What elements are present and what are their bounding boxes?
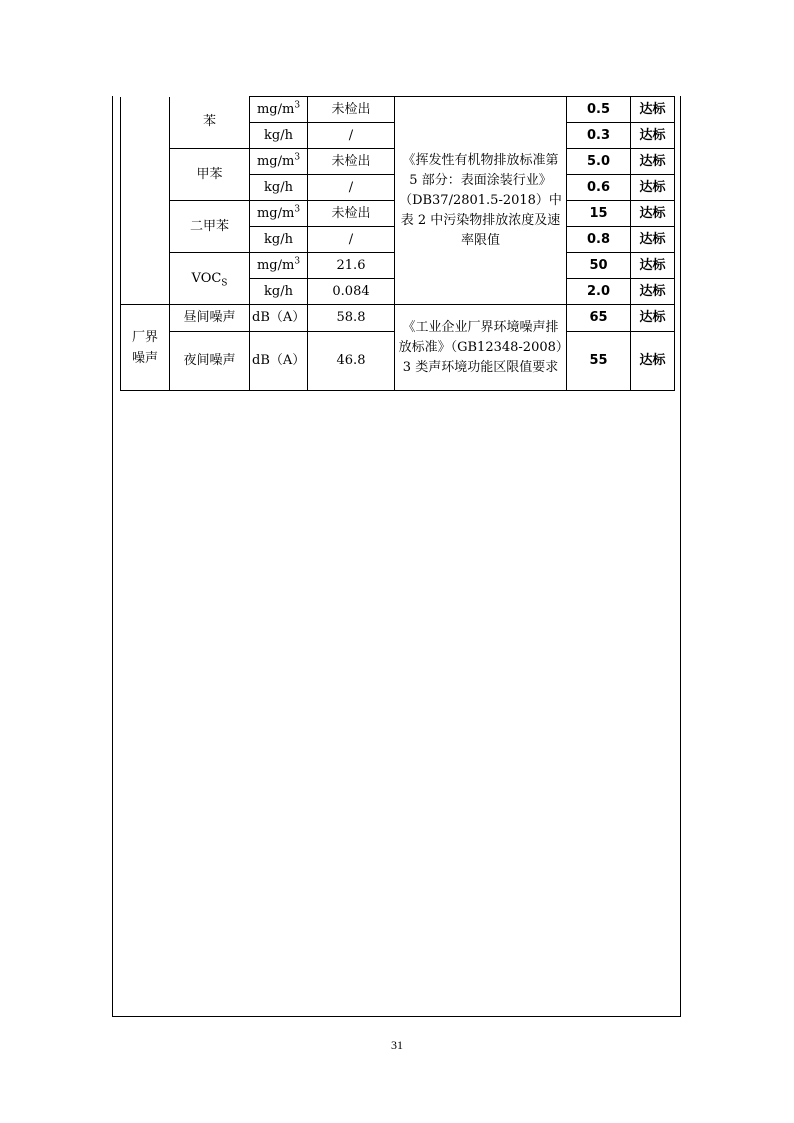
result-cell: 达标 [631,149,675,175]
limit-cell: 5.0 [567,149,631,175]
item-cell: 苯 [170,97,250,149]
limit-cell: 0.6 [567,175,631,201]
value-cell: 21.6 [308,253,395,279]
limit-cell: 50 [567,253,631,279]
result-cell: 达标 [631,123,675,149]
unit-cell: dB（A） [250,332,308,391]
result-cell: 达标 [631,175,675,201]
result-cell: 达标 [631,97,675,123]
unit-cell: dB（A） [250,305,308,332]
item-cell: 二甲苯 [170,201,250,253]
limit-cell: 2.0 [567,279,631,305]
table-row [121,305,675,332]
limit-cell: 65 [567,305,631,332]
value-cell: 0.084 [308,279,395,305]
value-cell: 未检出 [308,201,395,227]
standard-cell: 《工业企业厂界环境噪声排放标准》（GB12348-2008）3 类声环境功能区限值要求 [395,305,567,391]
value-cell: 46.8 [308,332,395,391]
result-cell: 达标 [631,332,675,391]
unit-cell: $mg/m^3$ [250,97,308,123]
unit-cell: $mg/m^3$ [250,201,308,227]
limit-cell: 0.5 [567,97,631,123]
item-cell: 甲苯 [170,149,250,201]
unit-cell: kg/h [250,227,308,253]
value-cell: 58.8 [308,305,395,332]
result-cell: 达标 [631,305,675,332]
limit-cell: 0.3 [567,123,631,149]
category-cell-noise: 厂界 噪声 [121,305,170,391]
value-cell: / [308,123,395,149]
unit-cell: kg/h [250,175,308,201]
value-cell: 未检出 [308,97,395,123]
unit-cell: $mg/m^3$ [250,253,308,279]
unit-cell: $mg/m^3$ [250,149,308,175]
table-row [121,97,675,123]
item-cell: $VOC_S$ [170,253,250,305]
limit-cell: 55 [567,332,631,391]
value-cell: 未检出 [308,149,395,175]
result-cell: 达标 [631,227,675,253]
limit-cell: 0.8 [567,227,631,253]
result-cell: 达标 [631,253,675,279]
item-cell: 昼间噪声 [170,305,250,332]
monitoring-results-table [120,96,675,391]
standard-cell: 《挥发性有机物排放标准第 5 部分：表面涂装行业》（DB37/2801.5-2018）中表 2 中污染物排放浓度及速率限值 [395,97,567,305]
page-number: 31 [391,1038,403,1052]
category-cell-organic [121,97,170,305]
result-cell: 达标 [631,279,675,305]
result-cell: 达标 [631,201,675,227]
unit-cell: kg/h [250,279,308,305]
limit-cell: 15 [567,201,631,227]
value-cell: / [308,227,395,253]
value-cell: / [308,175,395,201]
item-cell: 夜间噪声 [170,332,250,391]
unit-cell: kg/h [250,123,308,149]
